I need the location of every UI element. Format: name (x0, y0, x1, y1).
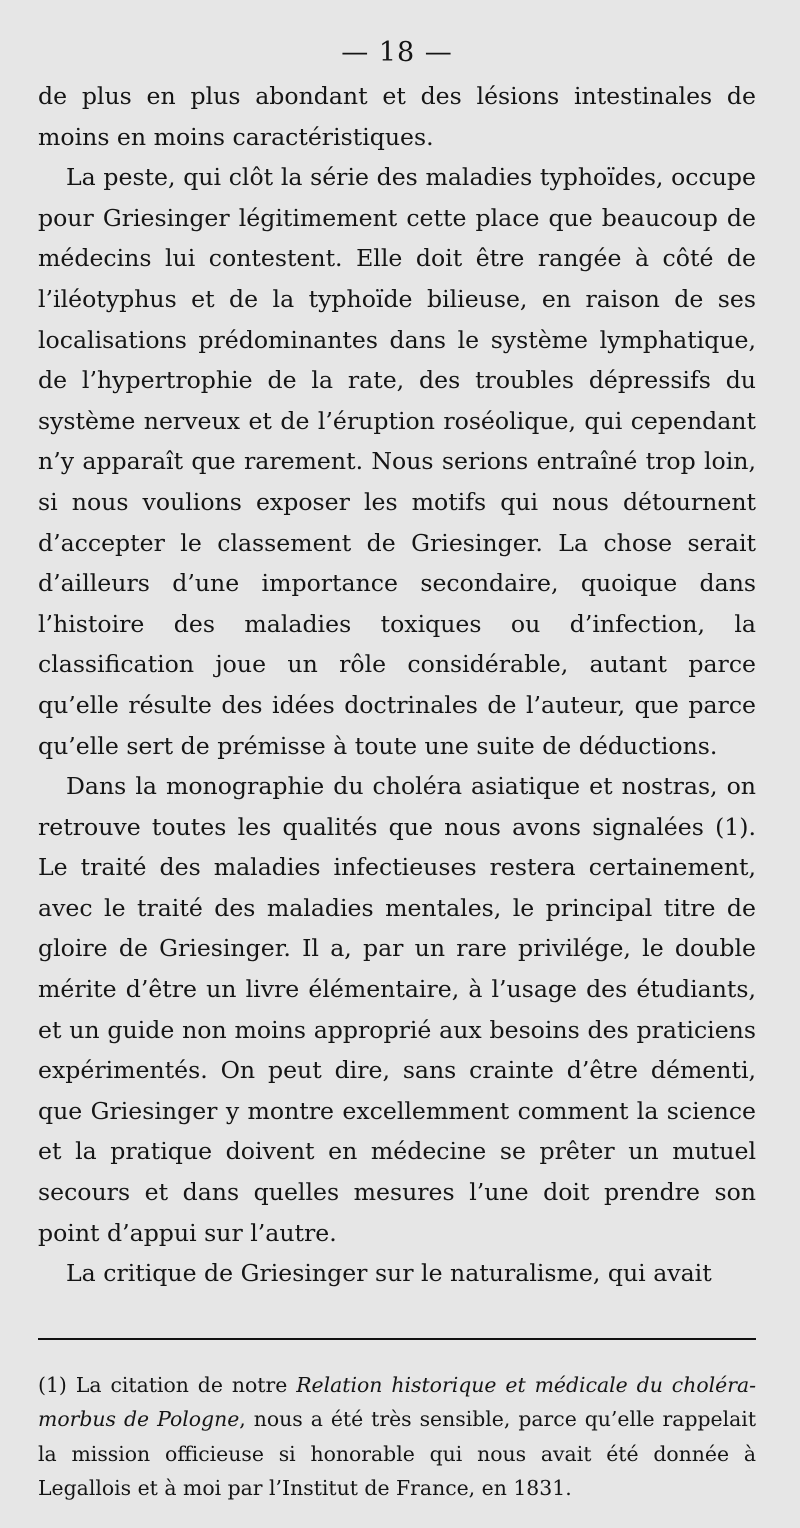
paragraph-naturalisme: La critique de Griesinger sur le naturalisme, qui avait (66, 1259, 712, 1288)
body-text (38, 76, 756, 1294)
footnote-divider (38, 1338, 756, 1340)
page-number: — 18 — (341, 37, 453, 68)
paragraph-peste: La peste, qui clôt la série des maladies typhoïdes, occupe pour Griesinger légitimement cette place que beaucoup de médecins lui contestent. Elle doit être rangée à côté de l’iléotyphus et de la typhoïde bilieuse, en raison de ses localisations prédominantes dans le système lymphatique, de l’hypertrophie de la rate, des troubles dépressifs du système nerveux et de l’éruption roséolique, qui cependant n’y apparaît que rarement. Nous serions entraîné trop loin, si nous voulions exposer les motifs qui nous détournent d’accepter le classement de Griesinger. La chose serait d’ailleurs d’une importance secondaire, quoique dans l’histoire des maladies toxiques ou d’infection, la classification joue un rôle considérable, autant parce qu’elle résulte des idées doctrinales de l’auteur, que parce qu’elle sert de prémisse à toute une suite de déductions. (38, 163, 756, 760)
footnote-marker: (1) (38, 1372, 67, 1397)
footnote-text-before: La citation de notre (66, 1372, 297, 1397)
footnote-italic-title: Relation historique et médicale du choléra-morbus de Pologne (38, 1372, 756, 1432)
paragraph-continuation: de plus en plus abondant et des lésions intestinales de moins en moins caractéristiques. (38, 82, 756, 151)
paragraph-cholera: Dans la monographie du choléra asiatique et nostras, on retrouve toutes les qualités que nous avons signalées (1). Le traité des maladies infectieuses restera certainement, avec le traité des maladies mentales, le principal titre de gloire de Griesinger. Il a, par un rare privilége, le double mérite d’être un livre élémentaire, à l’usage des étudiants, et un guide non moins approprié aux besoins des praticiens expérimentés. On peut dire, sans crainte d’être démenti, que Griesinger y montre excellemment comment la science et la pratique doivent en médecine se prêter un mutuel secours et dans quelles mesures l’une doit prendre son point d’appui sur l’autre. (38, 772, 756, 1247)
footnote (38, 1368, 756, 1506)
footnote-text-after: , nous a été très sensible, parce qu’elle rappelait la mission officieuse si honorable qui nous avait été donnée à Legallois et à moi par l’Institut de France, en 1831. (38, 1407, 757, 1501)
